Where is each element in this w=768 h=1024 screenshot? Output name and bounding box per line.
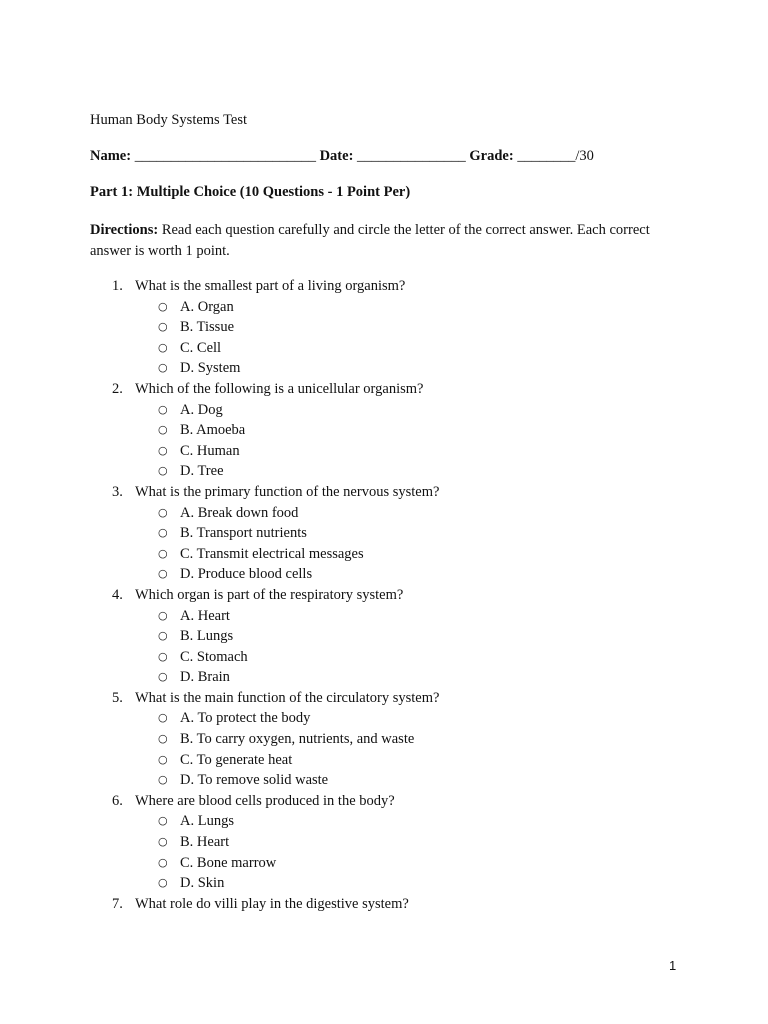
hollow-circle-bullet-icon: ○ — [158, 402, 168, 416]
question-item — [0, 791, 768, 812]
answer-option-text: B. Transport nutrients — [180, 525, 307, 542]
answer-option — [0, 503, 768, 524]
answer-option — [0, 750, 768, 771]
date-blank: _______________ — [357, 148, 466, 164]
hollow-circle-bullet-icon: ○ — [158, 526, 168, 540]
answer-option — [0, 441, 768, 462]
question-text: Where are blood cells produced in the body? — [135, 792, 395, 809]
answer-option — [0, 667, 768, 688]
answer-option-text: A. Heart — [180, 607, 230, 624]
question-text: What is the smallest part of a living organism? — [135, 278, 406, 294]
hollow-circle-bullet-icon: ○ — [158, 752, 168, 766]
question-text: What is the main function of the circulatory system? — [135, 689, 440, 706]
grade-label: Grade: — [469, 148, 514, 164]
answer-option-text: A. Lungs — [180, 813, 234, 830]
question-number: 6. — [112, 792, 123, 809]
question-number: 3. — [112, 483, 123, 500]
answer-option-text: C. Stomach — [180, 648, 248, 665]
hollow-circle-bullet-icon: ○ — [158, 320, 168, 334]
question-item — [0, 482, 768, 503]
hollow-circle-bullet-icon: ○ — [158, 546, 168, 560]
part-heading: Part 1: Multiple Choice (10 Questions - 1 Point Per) — [90, 184, 411, 200]
answer-option-text: B. Heart — [180, 834, 230, 851]
hollow-circle-bullet-icon: ○ — [158, 711, 168, 725]
student-info-line — [90, 147, 594, 165]
hollow-circle-bullet-icon: ○ — [158, 670, 168, 684]
page-number: 1 — [669, 958, 677, 973]
question-text: What role do villi play in the digestive system? — [135, 895, 409, 912]
answer-option-text: A. To protect the body — [180, 710, 311, 727]
answer-option — [0, 297, 768, 318]
answer-option-text: D. Tree — [180, 463, 224, 480]
grade-blank: ________/30 — [517, 148, 594, 164]
answer-option-text: A. Dog — [180, 401, 223, 418]
answer-option — [0, 647, 768, 668]
answer-option — [0, 853, 768, 874]
answer-option — [0, 338, 768, 359]
answer-option-text: A. Break down food — [180, 504, 299, 521]
answer-option — [0, 832, 768, 853]
hollow-circle-bullet-icon: ○ — [158, 423, 168, 437]
answer-option-text: B. To carry oxygen, nutrients, and waste — [180, 731, 415, 748]
answer-option-text: D. Produce blood cells — [180, 566, 313, 583]
answer-option-text: D. Skin — [180, 875, 225, 892]
answer-option — [0, 400, 768, 421]
answer-option-text: C. Transmit electrical messages — [180, 545, 364, 562]
hollow-circle-bullet-icon: ○ — [158, 876, 168, 890]
answer-option-text: B. Tissue — [180, 319, 235, 336]
answer-option-text: D. To remove solid waste — [180, 772, 329, 789]
directions-label: Directions: — [90, 222, 159, 238]
question-item — [0, 379, 768, 400]
question-text: Which of the following is a unicellular organism? — [135, 380, 424, 397]
answer-option-text: C. Bone marrow — [180, 854, 277, 871]
answer-option — [0, 770, 768, 791]
answer-option-text: C. Human — [180, 442, 240, 459]
hollow-circle-bullet-icon: ○ — [158, 773, 168, 787]
answer-option — [0, 358, 768, 379]
hollow-circle-bullet-icon: ○ — [158, 649, 168, 663]
question-text: What is the primary function of the nervous system? — [135, 483, 440, 500]
hollow-circle-bullet-icon: ○ — [158, 505, 168, 519]
answer-option — [0, 564, 768, 585]
hollow-circle-bullet-icon: ○ — [158, 835, 168, 849]
question-number: 5. — [112, 689, 123, 706]
question-item — [0, 688, 768, 709]
question-item — [0, 276, 768, 297]
hollow-circle-bullet-icon: ○ — [158, 814, 168, 828]
hollow-circle-bullet-icon: ○ — [158, 629, 168, 643]
answer-option — [0, 708, 768, 729]
date-label: Date: — [319, 148, 354, 164]
answer-option-text: B. Amoeba — [180, 422, 246, 439]
document-title: Human Body Systems Test — [90, 112, 248, 128]
answer-option-text: C. To generate heat — [180, 751, 293, 768]
answer-option — [0, 729, 768, 750]
directions-text: Read each question carefully and circle the letter of the correct answer. Each correct answer is worth 1 point. — [90, 222, 650, 259]
answer-option — [0, 626, 768, 647]
question-text: Which organ is part of the respiratory system? — [135, 586, 404, 603]
question-number: 1. — [112, 278, 123, 294]
question-item — [0, 585, 768, 606]
answer-option-text: D. Brain — [180, 669, 230, 686]
hollow-circle-bullet-icon: ○ — [158, 443, 168, 457]
hollow-circle-bullet-icon: ○ — [158, 608, 168, 622]
question-number: 4. — [112, 586, 123, 603]
question-list — [0, 276, 768, 914]
question-number: 7. — [112, 895, 123, 912]
answer-option-text: C. Cell — [180, 339, 222, 356]
hollow-circle-bullet-icon: ○ — [158, 464, 168, 478]
answer-option — [0, 461, 768, 482]
question-number: 2. — [112, 380, 123, 397]
answer-option — [0, 873, 768, 894]
name-blank: _________________________ — [134, 148, 316, 164]
question-item — [0, 894, 768, 915]
answer-option — [0, 544, 768, 565]
hollow-circle-bullet-icon: ○ — [158, 361, 168, 375]
answer-option-text: D. System — [180, 360, 241, 377]
answer-option — [0, 317, 768, 338]
hollow-circle-bullet-icon: ○ — [158, 567, 168, 581]
hollow-circle-bullet-icon: ○ — [158, 340, 168, 354]
answer-option-text: A. Organ — [180, 298, 234, 315]
name-label: Name: — [90, 148, 132, 164]
hollow-circle-bullet-icon: ○ — [158, 855, 168, 869]
answer-option-text: B. Lungs — [180, 628, 234, 645]
answer-option — [0, 420, 768, 441]
hollow-circle-bullet-icon: ○ — [158, 299, 168, 313]
answer-option — [0, 523, 768, 544]
answer-option — [0, 606, 768, 627]
directions — [90, 220, 690, 261]
hollow-circle-bullet-icon: ○ — [158, 732, 168, 746]
answer-option — [0, 811, 768, 832]
